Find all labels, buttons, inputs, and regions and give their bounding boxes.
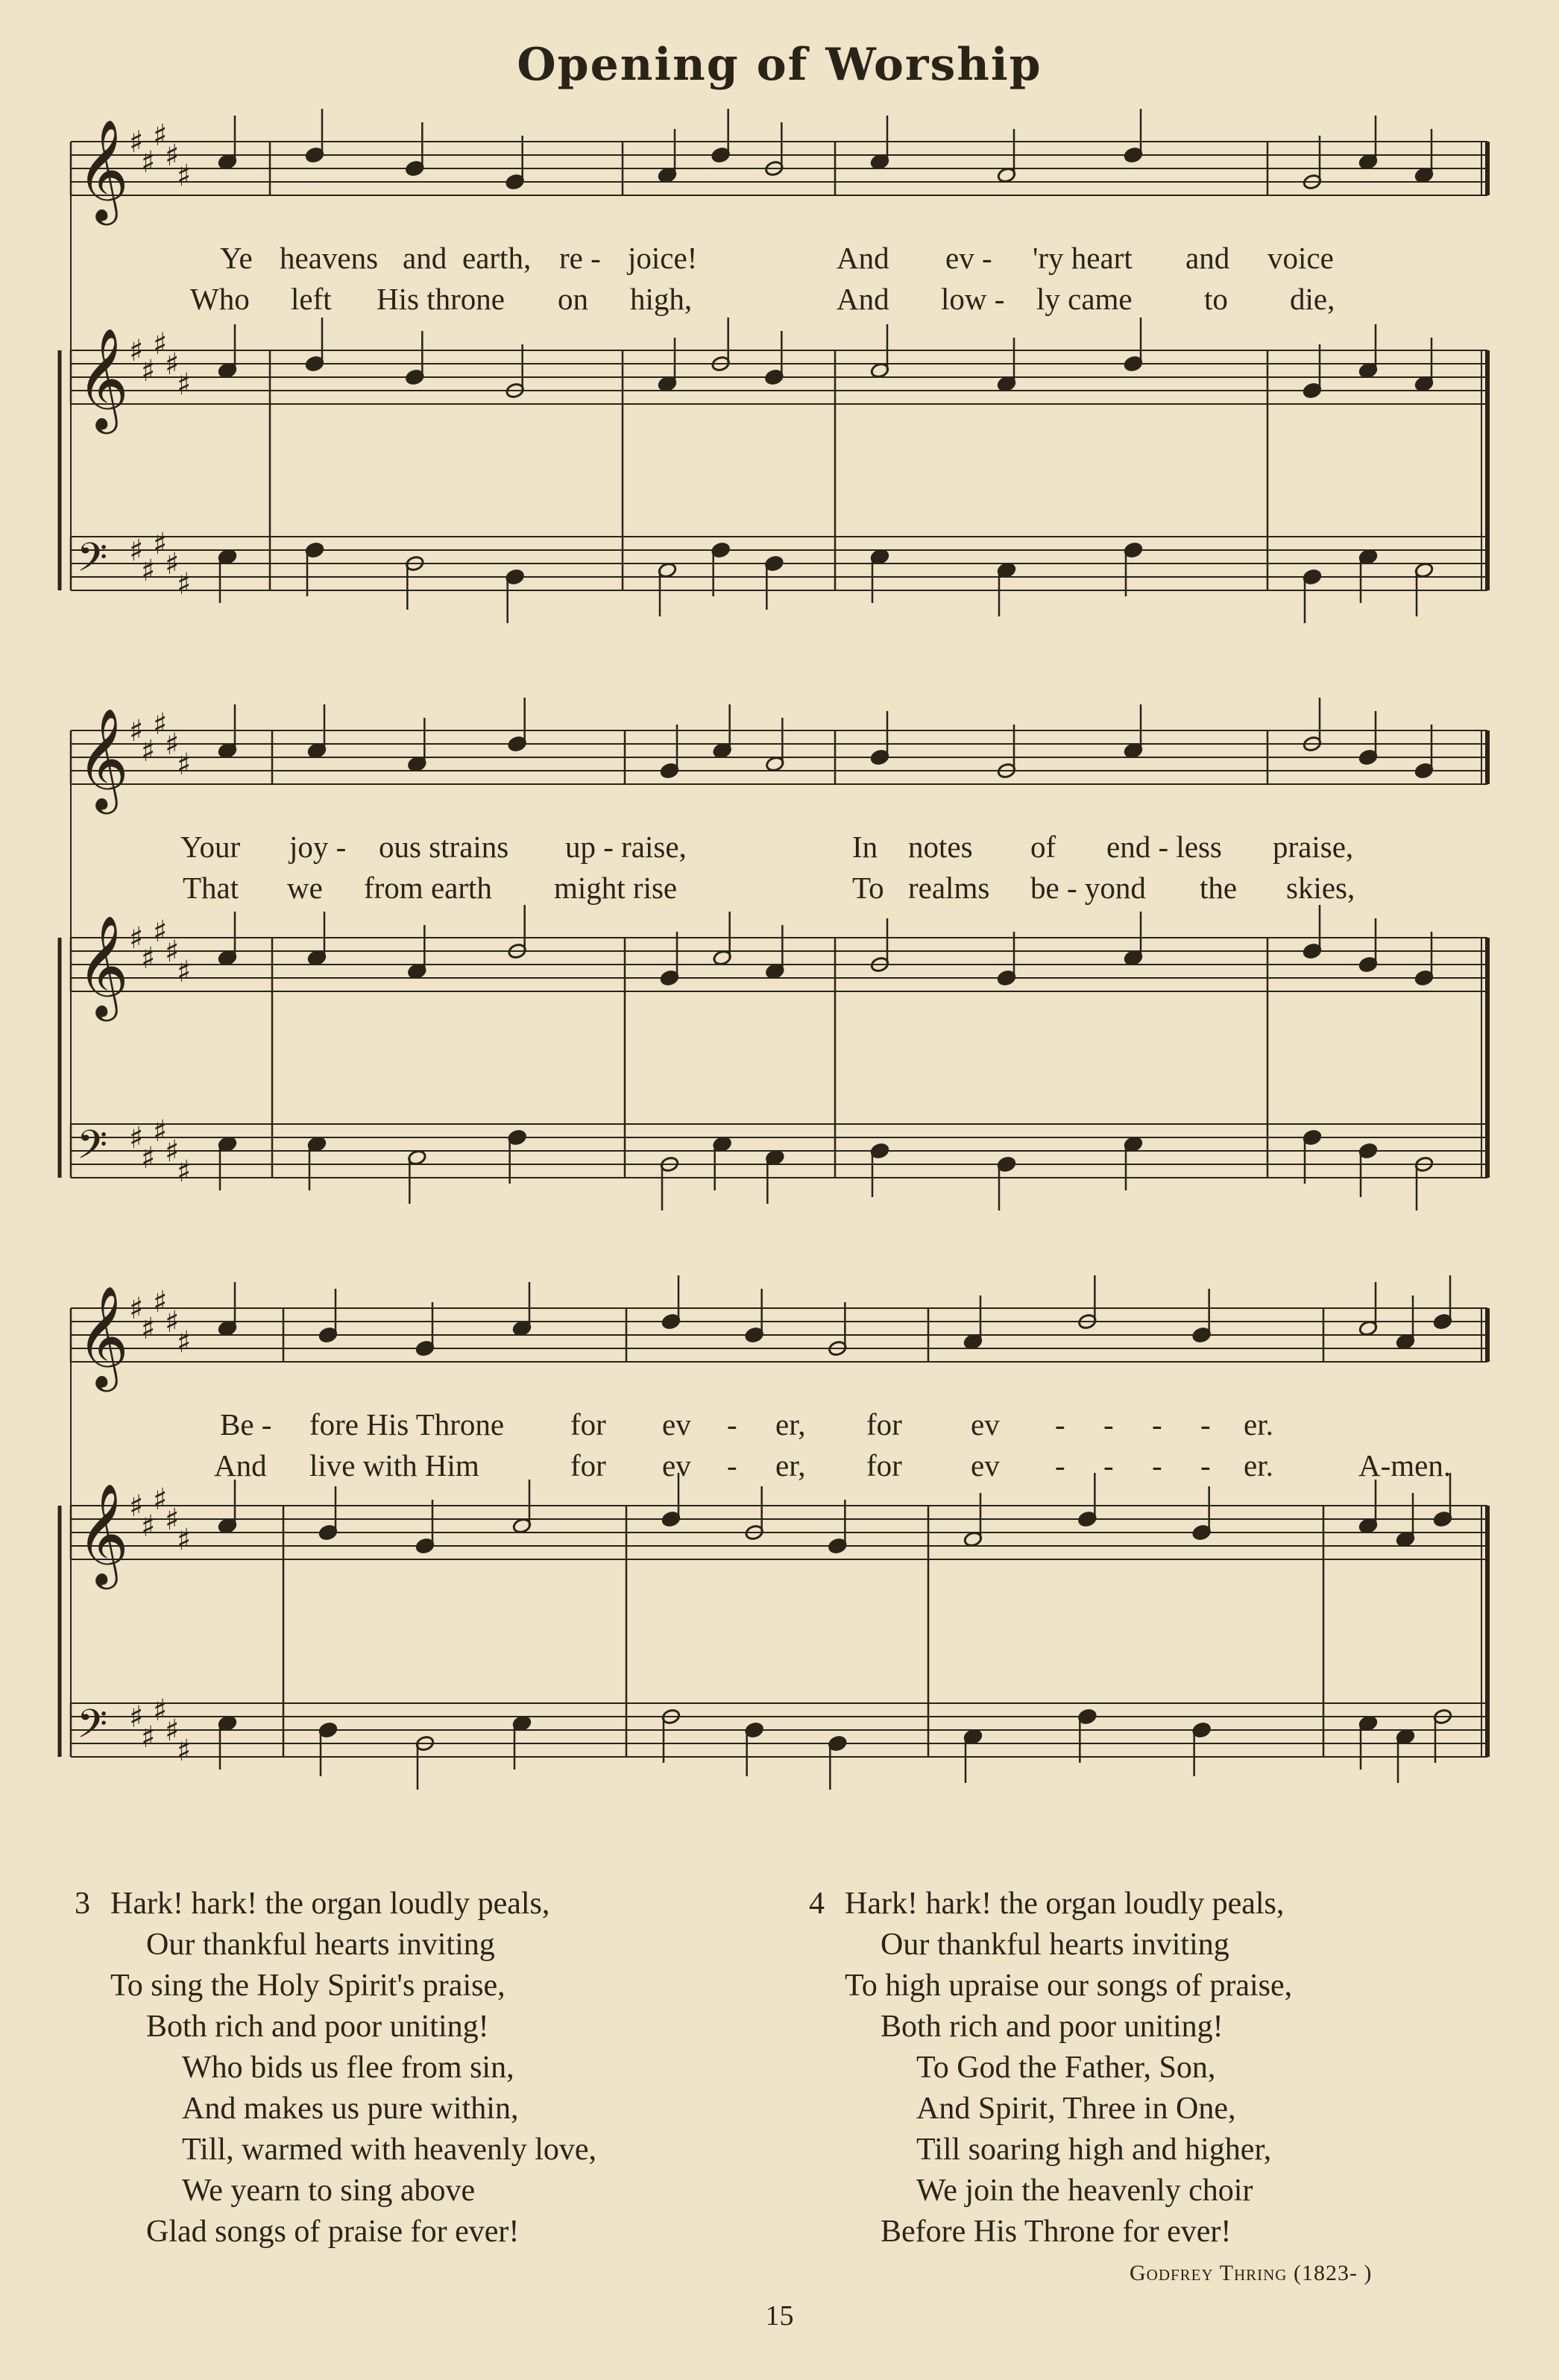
verse-line: We join the heavenly choir bbox=[916, 2174, 1253, 2208]
sharp-icon: ♯ bbox=[153, 1694, 168, 1728]
lyric: - bbox=[1103, 1407, 1114, 1442]
sharp-icon: ♯ bbox=[165, 935, 180, 969]
sharp-icon: ♯ bbox=[153, 707, 168, 742]
lyric: voice bbox=[1267, 241, 1334, 275]
lyric: ous strains bbox=[379, 830, 509, 864]
lyric: for bbox=[866, 1407, 902, 1442]
lyric: Who bbox=[190, 282, 250, 316]
sharp-icon: ♯ bbox=[153, 119, 168, 153]
sharp-icon: ♯ bbox=[177, 367, 192, 402]
lyric: joy - bbox=[289, 830, 347, 864]
lyric: realms bbox=[908, 871, 990, 905]
lyric: might rise bbox=[554, 871, 678, 905]
sharp-icon: ♯ bbox=[129, 1292, 144, 1326]
sharp-icon: ♯ bbox=[177, 1523, 192, 1557]
verse-number: 3 bbox=[75, 1887, 90, 1921]
lyric: - bbox=[1152, 1407, 1162, 1442]
lyric: die, bbox=[1290, 282, 1335, 316]
sharp-icon: ♯ bbox=[177, 955, 192, 989]
sharp-icon: ♯ bbox=[165, 1134, 180, 1169]
verse-line: Hark! hark! the organ loudly peals, bbox=[110, 1887, 550, 1921]
lyric: the bbox=[1200, 871, 1238, 905]
lyric: er, bbox=[775, 1407, 806, 1442]
lyric: - bbox=[1200, 1448, 1211, 1483]
lyric: fore His Throne bbox=[309, 1407, 505, 1442]
sharp-icon: ♯ bbox=[153, 527, 168, 561]
lyric: of bbox=[1030, 830, 1056, 864]
lyric: we bbox=[287, 871, 323, 905]
sharp-icon: ♯ bbox=[141, 941, 156, 976]
treble-clef-icon: 𝄞 bbox=[77, 914, 129, 1017]
bass-clef-icon: 𝄢 bbox=[77, 1123, 108, 1178]
lyric: ev bbox=[971, 1407, 1000, 1442]
lyric: be - yond bbox=[1030, 871, 1146, 905]
lyric: on bbox=[558, 282, 588, 316]
sharp-icon: ♯ bbox=[177, 1155, 192, 1189]
sharp-icon: ♯ bbox=[141, 1720, 156, 1755]
sharp-icon: ♯ bbox=[153, 1285, 168, 1319]
sharp-icon: ♯ bbox=[141, 1509, 156, 1544]
lyric: low - bbox=[941, 282, 1005, 316]
verse-line: We yearn to sing above bbox=[182, 2174, 476, 2208]
lyric: live with Him bbox=[309, 1448, 479, 1483]
lyric: - bbox=[1055, 1407, 1065, 1442]
treble-clef-icon: 𝄞 bbox=[77, 707, 129, 809]
sharp-icon: ♯ bbox=[177, 159, 192, 193]
lyric: notes bbox=[908, 830, 973, 864]
verse-number: 4 bbox=[809, 1887, 825, 1921]
bass-clef-icon: 𝄢 bbox=[77, 535, 108, 590]
lyric: ev - bbox=[945, 241, 992, 275]
treble-clef-icon: 𝄞 bbox=[77, 1284, 129, 1387]
verse-4 bbox=[809, 1884, 1293, 2253]
treble-clef-icon: 𝄞 bbox=[77, 326, 129, 429]
lyric: That bbox=[183, 871, 239, 905]
lyric: - bbox=[1152, 1448, 1162, 1483]
lyric: for bbox=[570, 1407, 606, 1442]
verse-line: Who bids us flee from sin, bbox=[182, 2051, 514, 2085]
verse-line: Our thankful hearts inviting bbox=[146, 1928, 495, 1962]
lyric: heavens bbox=[280, 241, 379, 275]
verse-line: Hark! hark! the organ loudly peals, bbox=[845, 1887, 1285, 1921]
sharp-icon: ♯ bbox=[141, 145, 156, 180]
lyric: er. bbox=[1244, 1407, 1273, 1442]
hymn-title: Opening of Worship bbox=[517, 39, 1042, 91]
author-credit: Godfrey Thring (1823- ) bbox=[1130, 2261, 1373, 2285]
lyric: ly came bbox=[1036, 282, 1133, 316]
sharp-icon: ♯ bbox=[165, 547, 180, 581]
lyric: left bbox=[291, 282, 332, 316]
lyric: Be - bbox=[220, 1407, 272, 1442]
verse-line: To sing the Holy Spirit's praise, bbox=[110, 1969, 506, 2003]
lyric: And bbox=[837, 241, 889, 275]
verse-line: Our thankful hearts inviting bbox=[881, 1928, 1229, 1962]
sharp-icon: ♯ bbox=[129, 1700, 144, 1735]
page-number: 15 bbox=[765, 2300, 794, 2332]
sharp-icon: ♯ bbox=[165, 727, 180, 762]
lyric: And bbox=[214, 1448, 267, 1483]
verse-3 bbox=[75, 1884, 597, 2253]
treble-clef-icon: 𝄞 bbox=[77, 1482, 129, 1585]
sharp-icon: ♯ bbox=[129, 714, 144, 748]
lyric: Your bbox=[180, 830, 241, 864]
sharp-icon: ♯ bbox=[129, 921, 144, 956]
sharp-icon: ♯ bbox=[165, 1503, 180, 1537]
sharp-icon: ♯ bbox=[129, 125, 144, 160]
sharp-icon: ♯ bbox=[177, 567, 192, 602]
sharp-icon: ♯ bbox=[141, 554, 156, 588]
verse-line: Till soaring high and higher, bbox=[916, 2133, 1272, 2167]
treble-clef-icon: 𝄞 bbox=[77, 118, 129, 221]
sharp-icon: ♯ bbox=[177, 1325, 192, 1360]
lyric: for bbox=[866, 1448, 902, 1483]
lyric: for bbox=[570, 1448, 606, 1483]
verse-line: Glad songs of praise for ever! bbox=[146, 2215, 520, 2249]
lyric: In bbox=[852, 830, 878, 864]
lyric: - bbox=[727, 1407, 737, 1442]
lyric: And bbox=[837, 282, 889, 316]
lyric: ev bbox=[662, 1407, 691, 1442]
verse-line: Before His Throne for ever! bbox=[881, 2215, 1232, 2249]
lyric: - bbox=[727, 1448, 737, 1483]
lyric: from earth bbox=[364, 871, 492, 905]
lyric: His throne bbox=[377, 282, 505, 316]
lyric: to bbox=[1204, 282, 1228, 316]
lyric: ev bbox=[971, 1448, 1000, 1483]
lyric: up - raise, bbox=[565, 830, 687, 864]
lyric: - bbox=[1055, 1448, 1065, 1483]
lyric: and bbox=[1185, 241, 1230, 275]
lyric: joice! bbox=[628, 241, 698, 275]
verse-line: And Spirit, Three in One, bbox=[916, 2092, 1236, 2126]
lyric: er, bbox=[775, 1448, 806, 1483]
lyric: earth, bbox=[462, 241, 532, 275]
verse-line: To God the Father, Son, bbox=[916, 2051, 1216, 2085]
sharp-icon: ♯ bbox=[165, 1714, 180, 1748]
lyric: - bbox=[1200, 1407, 1211, 1442]
sharp-icon: ♯ bbox=[153, 1483, 168, 1517]
sharp-icon: ♯ bbox=[177, 1734, 192, 1768]
sharp-icon: ♯ bbox=[129, 1121, 144, 1155]
verse-line: To high upraise our songs of praise, bbox=[845, 1969, 1293, 2003]
sharp-icon: ♯ bbox=[141, 354, 156, 388]
verse-line: And makes us pure within, bbox=[182, 2092, 519, 2126]
sharp-icon: ♯ bbox=[129, 334, 144, 368]
lyric: and bbox=[403, 241, 447, 275]
sharp-icon: ♯ bbox=[177, 748, 192, 782]
lyric: high, bbox=[630, 282, 693, 316]
lyric: end - less bbox=[1106, 830, 1222, 864]
sharp-icon: ♯ bbox=[129, 534, 144, 568]
lyric: skies, bbox=[1286, 871, 1355, 905]
sharp-icon: ♯ bbox=[141, 1312, 156, 1346]
verse-line: Both rich and poor uniting! bbox=[881, 2010, 1223, 2044]
sharp-icon: ♯ bbox=[141, 1141, 156, 1175]
sharp-icon: ♯ bbox=[165, 1305, 180, 1339]
lyric: Ye bbox=[220, 241, 253, 275]
sharp-icon: ♯ bbox=[153, 327, 168, 362]
lyric: To bbox=[852, 871, 884, 905]
sharp-icon: ♯ bbox=[141, 734, 156, 768]
lyric: 'ry heart bbox=[1033, 241, 1133, 275]
lyric: er. bbox=[1244, 1448, 1273, 1483]
lyric: - bbox=[1103, 1448, 1114, 1483]
bass-clef-icon: 𝄢 bbox=[77, 1702, 108, 1757]
verse-line: Till, warmed with heavenly love, bbox=[182, 2133, 597, 2167]
sharp-icon: ♯ bbox=[129, 1489, 144, 1524]
sharp-icon: ♯ bbox=[153, 915, 168, 949]
sharp-icon: ♯ bbox=[165, 347, 180, 382]
lyric: ev bbox=[662, 1448, 691, 1483]
verse-line: Both rich and poor uniting! bbox=[146, 2010, 489, 2044]
sharp-icon: ♯ bbox=[165, 139, 180, 173]
lyric: A-men. bbox=[1358, 1448, 1452, 1483]
sharp-icon: ♯ bbox=[153, 1114, 168, 1149]
lyric: praise, bbox=[1273, 830, 1354, 864]
lyric: re - bbox=[559, 241, 601, 275]
